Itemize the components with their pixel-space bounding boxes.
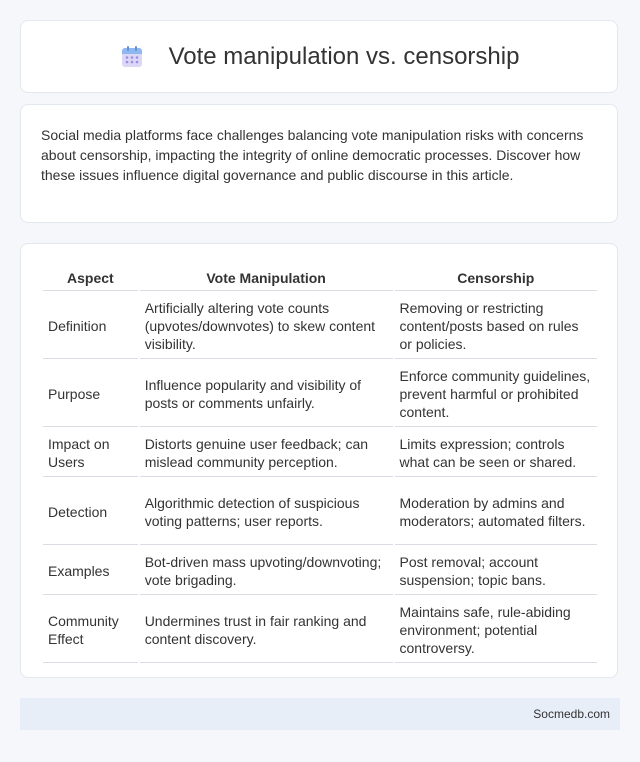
header-aspect: Aspect xyxy=(43,266,138,291)
row-censorship: Post removal; account suspension; topic bans. xyxy=(395,547,597,595)
footer xyxy=(20,698,620,730)
row-vote-manipulation: Bot-driven mass upvoting/downvoting; vote brigading. xyxy=(140,547,393,595)
table-row xyxy=(43,547,597,595)
footer-site-link[interactable]: Socmedb.com xyxy=(533,707,610,721)
page-title: Vote manipulation vs. censorship xyxy=(168,42,520,70)
table-row xyxy=(43,361,597,427)
row-aspect: Definition xyxy=(43,293,138,359)
row-vote-manipulation: Influence popularity and visibility of posts or comments unfairly. xyxy=(140,361,393,427)
header-vote-manipulation: Vote Manipulation xyxy=(140,266,393,291)
row-censorship: Limits expression; controls what can be seen or shared. xyxy=(395,429,597,477)
row-aspect: Community Effect xyxy=(43,597,138,663)
comparison-card xyxy=(20,243,618,678)
row-aspect: Detection xyxy=(43,479,138,545)
row-vote-manipulation: Artificially altering vote counts (upvotes/downvotes) to skew content visibility. xyxy=(140,293,393,359)
table-row xyxy=(43,597,597,663)
title-card xyxy=(20,20,618,93)
intro-card xyxy=(20,104,618,223)
intro-paragraph: Social media platforms face challenges balancing vote manipulation risks with concerns about censorship, impacting the integrity of online democratic processes. Discover how these issues influence digital governance and public discourse in this article. xyxy=(41,127,584,183)
row-censorship: Moderation by admins and moderators; automated filters. xyxy=(395,479,597,545)
row-vote-manipulation: Algorithmic detection of suspicious voting patterns; user reports. xyxy=(140,479,393,545)
row-vote-manipulation: Distorts genuine user feedback; can mislead community perception. xyxy=(140,429,393,477)
table-row xyxy=(43,293,597,359)
row-aspect: Purpose xyxy=(43,361,138,427)
comparison-table xyxy=(41,264,599,665)
table-header-row xyxy=(43,266,597,291)
row-vote-manipulation: Undermines trust in fair ranking and content discovery. xyxy=(140,597,393,663)
header-censorship: Censorship xyxy=(395,266,597,291)
table-row xyxy=(43,479,597,545)
row-censorship: Maintains safe, rule-abiding environment; potential controversy. xyxy=(395,597,597,663)
row-censorship: Enforce community guidelines, prevent harmful or prohibited content. xyxy=(395,361,597,427)
calendar-icon xyxy=(119,44,145,70)
row-censorship: Removing or restricting content/posts based on rules or policies. xyxy=(395,293,597,359)
table-row xyxy=(43,429,597,477)
row-aspect: Examples xyxy=(43,547,138,595)
row-aspect: Impact on Users xyxy=(43,429,138,477)
